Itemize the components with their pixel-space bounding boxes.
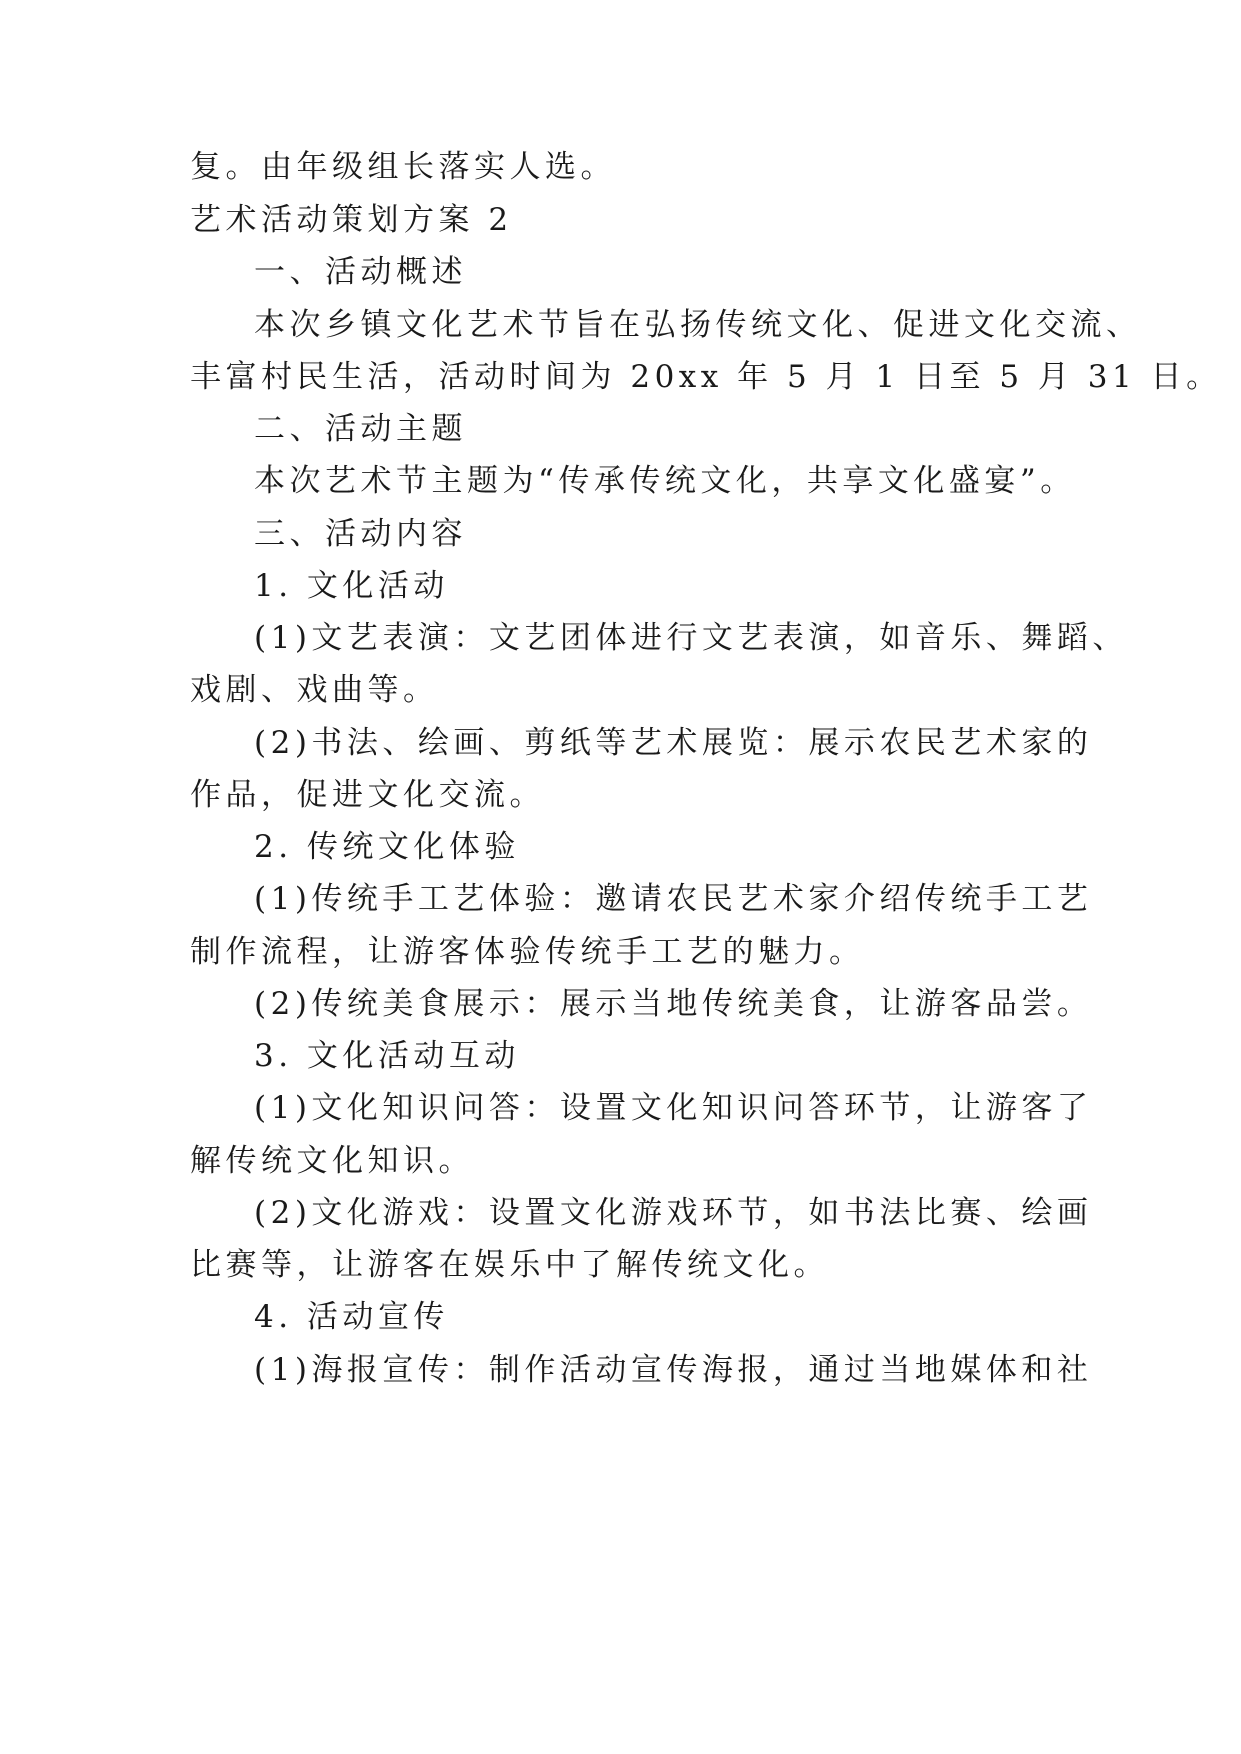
paragraph-line: (1)文艺表演：文艺团体进行文艺表演，如音乐、舞蹈、 <box>254 620 1128 656</box>
subheading-1: 1. 文化活动 <box>254 568 449 604</box>
paragraph-line: (1)海报宣传：制作活动宣传海报，通过当地媒体和社 <box>254 1352 1093 1388</box>
paragraph-line: (1)传统手工艺体验：邀请农民艺术家介绍传统手工艺 <box>254 881 1093 917</box>
heading-content: 三、活动内容 <box>254 516 467 552</box>
heading-theme: 二、活动主题 <box>254 411 467 447</box>
paragraph-line: 戏剧、戏曲等。 <box>190 672 439 708</box>
paragraph-line: 解传统文化知识。 <box>190 1143 474 1179</box>
paragraph-line: 丰富村民生活，活动时间为 20xx 年 5 月 1 日至 5 月 31 日。 <box>190 359 1222 395</box>
paragraph-line: (2)传统美食展示：展示当地传统美食，让游客品尝。 <box>254 986 1093 1022</box>
paragraph-line: 本次艺术节主题为“传承传统文化，共享文化盛宴”。 <box>254 463 1076 499</box>
section-title: 艺术活动策划方案 2 <box>190 202 513 238</box>
heading-overview: 一、活动概述 <box>254 254 467 290</box>
paragraph-line: 制作流程，让游客体验传统手工艺的魅力。 <box>190 934 865 970</box>
subheading-3: 3. 文化活动互动 <box>254 1038 520 1074</box>
paragraph-line: 本次乡镇文化艺术节旨在弘扬传统文化、促进文化交流、 <box>254 307 1142 343</box>
paragraph-line: (2)文化游戏：设置文化游戏环节，如书法比赛、绘画 <box>254 1195 1093 1231</box>
paragraph-line: (2)书法、绘画、剪纸等艺术展览：展示农民艺术家的 <box>254 725 1093 761</box>
paragraph-line: 比赛等，让游客在娱乐中了解传统文化。 <box>190 1247 829 1283</box>
paragraph-line: 作品，促进文化交流。 <box>190 777 545 813</box>
subheading-2: 2. 传统文化体验 <box>254 829 520 865</box>
subheading-4: 4. 活动宣传 <box>254 1299 449 1335</box>
paragraph-line: (1)文化知识问答：设置文化知识问答环节，让游客了 <box>254 1090 1093 1126</box>
paragraph-line: 复。由年级组长落实人选。 <box>190 149 616 185</box>
